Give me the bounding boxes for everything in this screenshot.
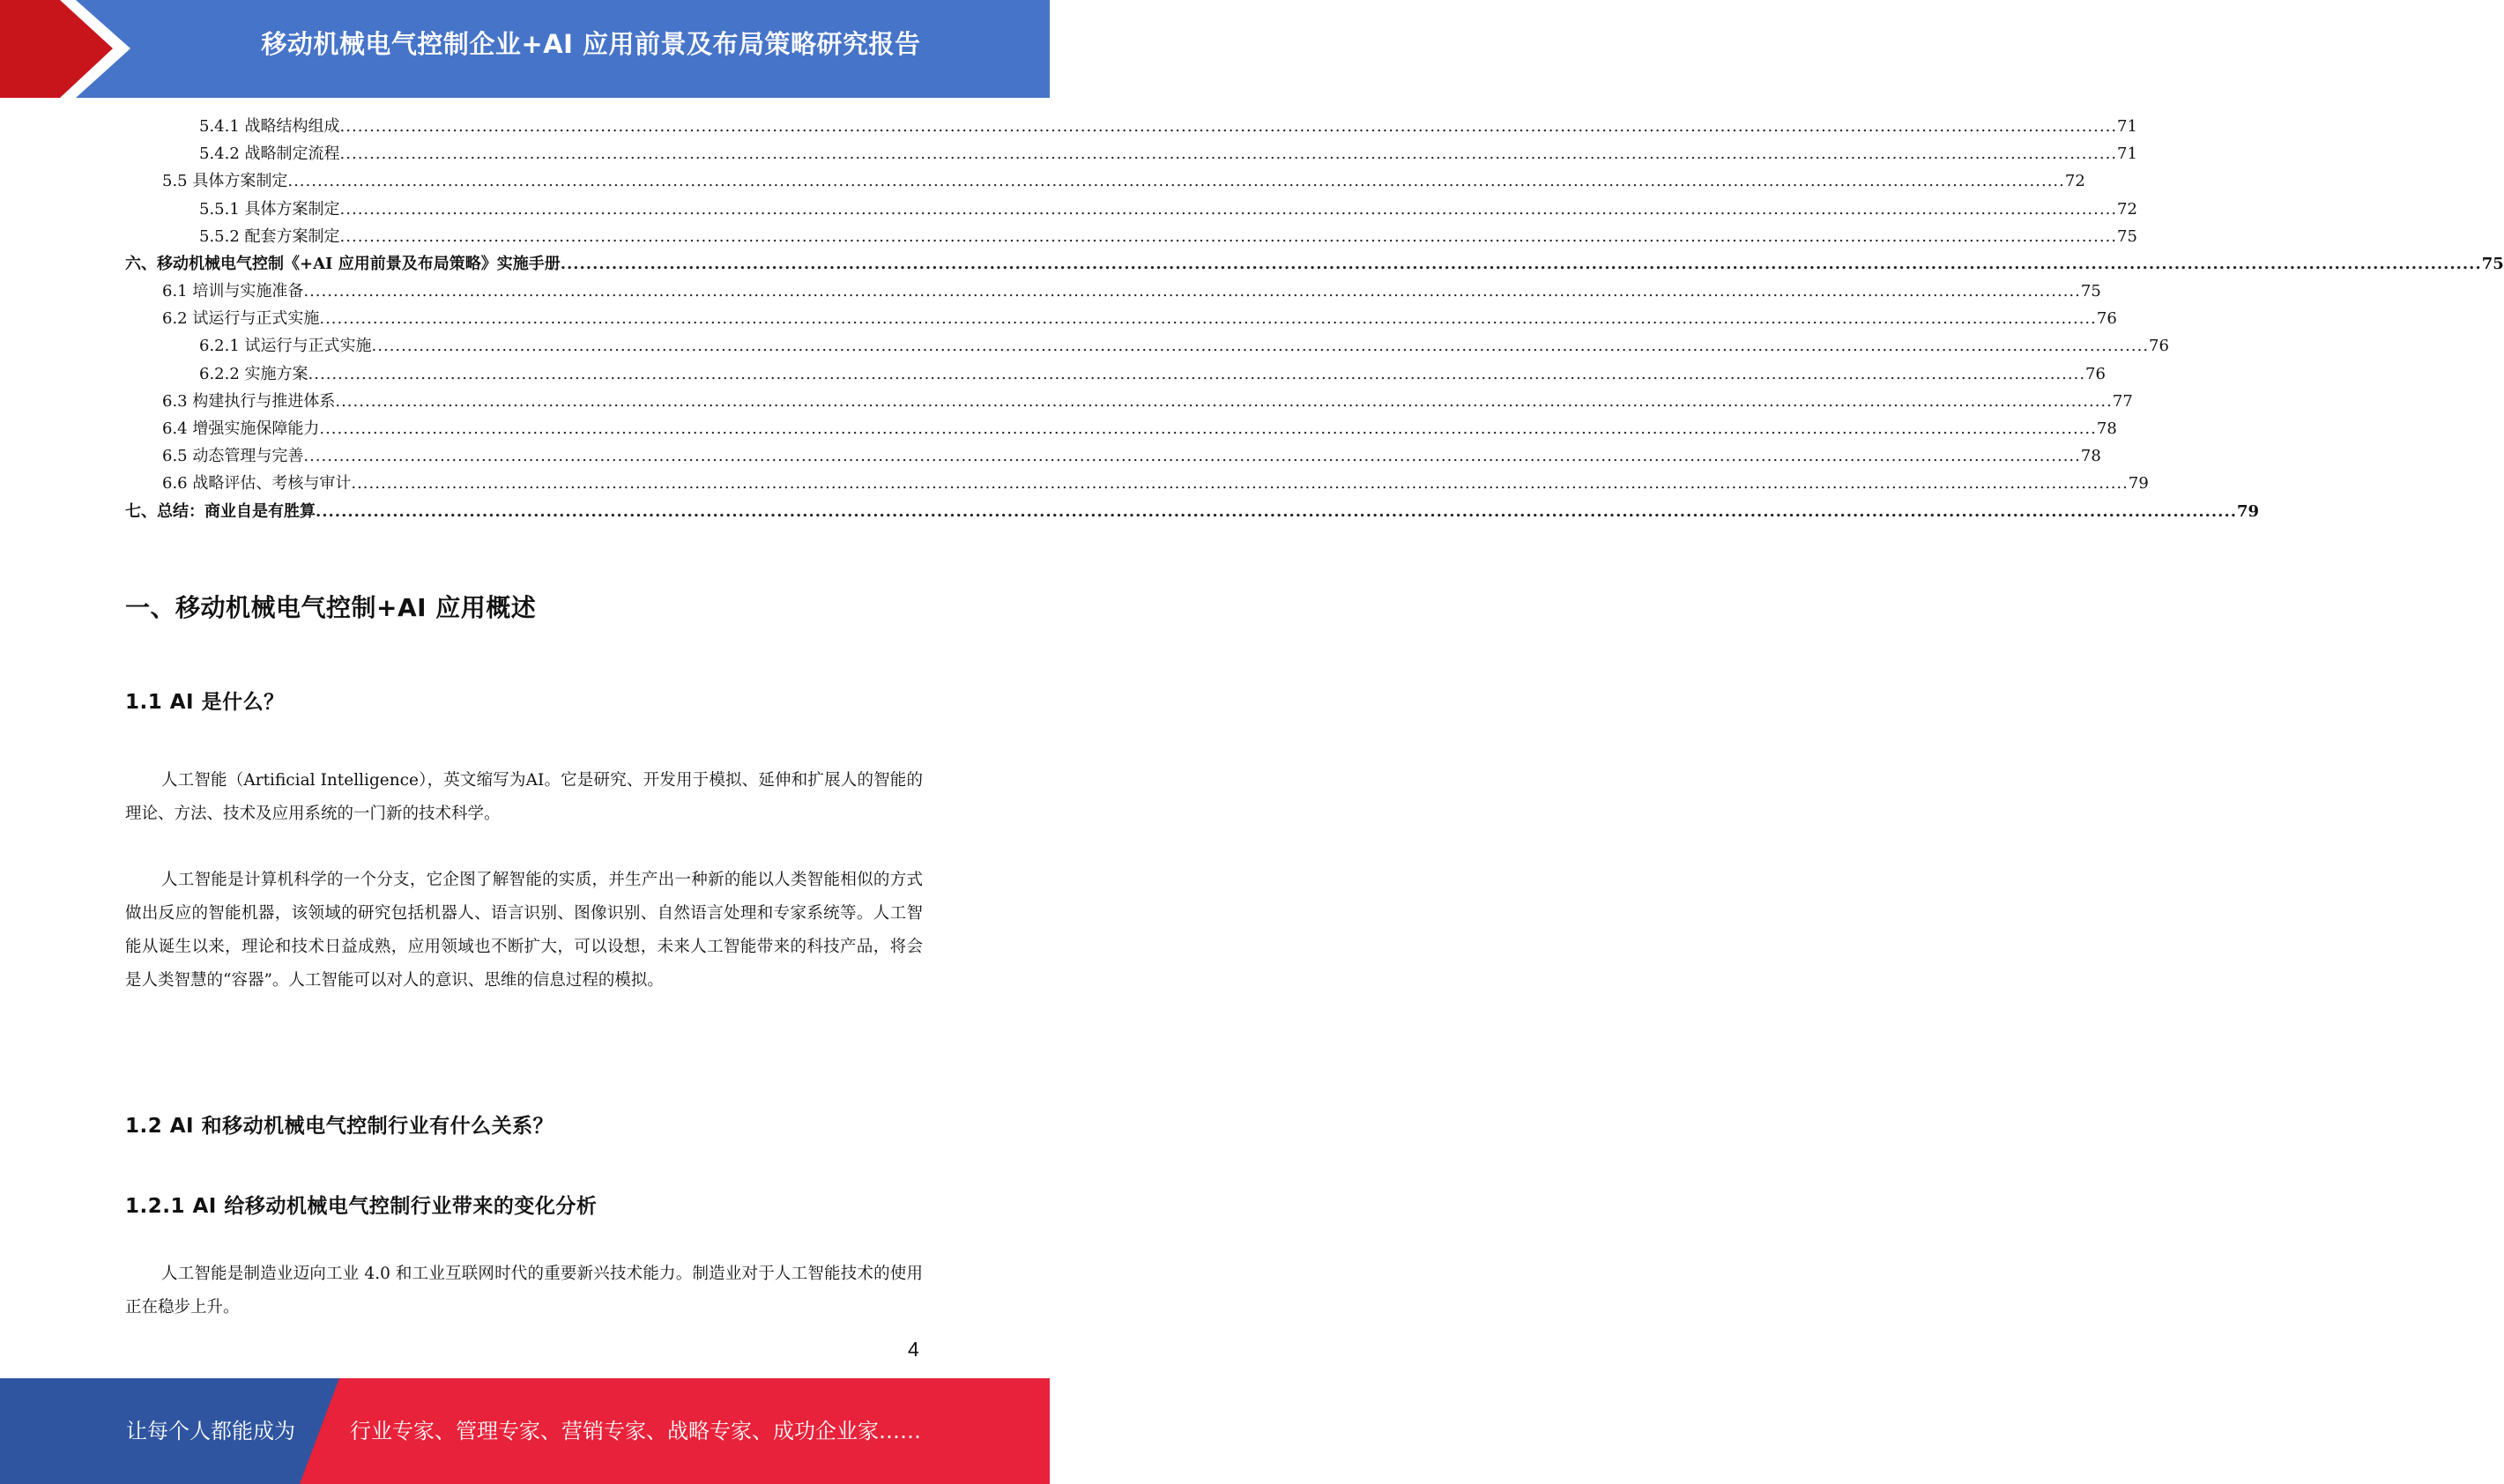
- toc-entry[interactable]: [125, 167, 2085, 195]
- toc-entry-page: 76: [2096, 309, 2117, 329]
- toc-entry-label: 6.4 增强实施保障能力: [162, 419, 320, 439]
- toc-entry-label: 七、总结：商业自是有胜算: [125, 501, 316, 521]
- page-number: 4: [908, 1338, 919, 1361]
- toc-dot-leader: ............................................................................................................................................................................................................................................................................................................: [303, 282, 2081, 301]
- toc-dot-leader: ............................................................................................................................................................................................................................................................................................................: [308, 364, 2086, 383]
- toc-entry-label: 6.1 培训与实施准备: [162, 282, 304, 301]
- paragraph-ai-branch: 人工智能是计算机科学的一个分支，它企图了解智能的实质，并生产出一种新的能以人类智能相似的方式做出反应的智能机器，该领域的研究包括机器人、语言识别、图像识别、自然语言处理和专家系统等。人工智能从诞生以来，理论和技术日益成熟，应用领域也不断扩大，可以设想，未来人工智能带来的科技产品，将会是人类智慧的“容器”。人工智能可以对人的意识、思维的信息过程的模拟。: [125, 871, 923, 990]
- toc-entry-page: 72: [2064, 172, 2085, 191]
- toc-entry-label: 六、移动机械电气控制《+AI 应用前景及布局策略》实施手册: [125, 254, 561, 273]
- paragraph-manufacturing-ai: 人工智能是制造业迈向工业 4.0 和工业互联网时代的重要新兴技术能力。制造业对于人工智能技术的使用正在稳步上升。: [125, 1265, 923, 1317]
- toc-dot-leader: ............................................................................................................................................................................................................................................................................................................: [316, 501, 2237, 521]
- toc-entry-label: 6.2 试运行与正式实施: [162, 309, 320, 329]
- toc-entry-page: 75: [2481, 254, 2504, 273]
- toc-dot-leader: ............................................................................................................................................................................................................................................................................................................: [339, 116, 2118, 136]
- toc-entry[interactable]: [125, 250, 2504, 278]
- paragraph-ai-definition: 人工智能（Artificial Intelligence），英文缩写为AI。它是研究、开发用于模拟、延伸和扩展人的智能的理论、方法、技术及应用系统的一门新的技术科学。: [125, 771, 923, 823]
- toc-entry-page: 75: [2080, 282, 2101, 301]
- toc-entry[interactable]: [125, 196, 2137, 223]
- toc-entry-page: 76: [2149, 337, 2169, 356]
- report-title: 移动机械电气控制企业+AI 应用前景及布局策略研究报告: [261, 29, 921, 59]
- footer-slogan-right: 行业专家、管理专家、营销专家、战略专家、成功企业家……: [350, 1419, 921, 1443]
- toc-entry-page: 78: [2096, 419, 2117, 439]
- footer-slogan-left: 让每个人都能成为: [126, 1419, 295, 1443]
- toc-entry[interactable]: [125, 113, 2137, 140]
- toc-entry-page: 75: [2117, 226, 2137, 246]
- toc-dot-leader: ............................................................................................................................................................................................................................................................................................................: [319, 419, 2097, 439]
- header-arrow-decoration: [0, 0, 132, 98]
- toc-entry-label: 5.4.1 战略结构组成: [199, 116, 340, 136]
- toc-dot-leader: ............................................................................................................................................................................................................................................................................................................: [560, 254, 2482, 273]
- toc-entry-page: 71: [2117, 145, 2137, 164]
- toc-entry[interactable]: [125, 388, 2133, 415]
- chapter-heading: 一、移动机械电气控制+AI 应用概述: [125, 593, 537, 622]
- toc-entry-page: 78: [2080, 447, 2101, 466]
- toc-dot-leader: ............................................................................................................................................................................................................................................................................................................: [335, 391, 2113, 411]
- toc-entry-page: 72: [2117, 199, 2137, 219]
- toc-dot-leader: ............................................................................................................................................................................................................................................................................................................: [339, 145, 2118, 164]
- toc-entry-label: 5.5.2 配套方案制定: [199, 226, 340, 246]
- toc-entry-page: 79: [2236, 501, 2260, 521]
- toc-entry-label: 5.5.1 具体方案制定: [199, 199, 340, 219]
- toc-entry-page: 71: [2117, 116, 2137, 136]
- toc-entry[interactable]: [125, 140, 2137, 167]
- toc-entry[interactable]: [125, 278, 2101, 305]
- toc-entry[interactable]: [125, 498, 2260, 525]
- toc-entry[interactable]: [125, 305, 2117, 332]
- toc-dot-leader: ............................................................................................................................................................................................................................................................................................................: [319, 309, 2097, 329]
- table-of-contents: [125, 113, 2504, 525]
- toc-entry-label: 6.6 战略评估、考核与审计: [162, 474, 352, 493]
- toc-entry-label: 5.5 具体方案制定: [162, 172, 288, 191]
- toc-entry-label: 6.2.1 试运行与正式实施: [199, 337, 372, 356]
- toc-dot-leader: ............................................................................................................................................................................................................................................................................................................: [339, 226, 2118, 246]
- toc-dot-leader: ............................................................................................................................................................................................................................................................................................................: [351, 474, 2129, 493]
- section-heading-1-2: 1.2 AI 和移动机械电气控制行业有什么关系？: [125, 1115, 554, 1138]
- toc-dot-leader: ............................................................................................................................................................................................................................................................................................................: [287, 172, 2065, 191]
- toc-entry-page: 77: [2112, 391, 2133, 411]
- toc-entry-page: 79: [2128, 474, 2149, 493]
- header-band: [0, 0, 1050, 98]
- toc-entry[interactable]: [125, 442, 2101, 470]
- toc-entry[interactable]: [125, 415, 2117, 442]
- toc-entry[interactable]: [125, 360, 2106, 388]
- toc-dot-leader: ............................................................................................................................................................................................................................................................................................................: [303, 447, 2081, 466]
- toc-entry[interactable]: [125, 470, 2149, 497]
- toc-entry-label: 6.5 动态管理与完善: [162, 447, 304, 466]
- toc-entry-label: 6.3 构建执行与推进体系: [162, 391, 336, 411]
- toc-entry[interactable]: [125, 223, 2137, 250]
- toc-entry-page: 76: [2085, 364, 2106, 383]
- section-heading-1-2-1: 1.2.1 AI 给移动机械电气控制行业带来的变化分析: [125, 1195, 598, 1218]
- toc-dot-leader: ............................................................................................................................................................................................................................................................................................................: [371, 337, 2150, 356]
- toc-entry[interactable]: [125, 333, 2169, 360]
- toc-entry-label: 6.2.2 实施方案: [199, 364, 308, 383]
- toc-dot-leader: ............................................................................................................................................................................................................................................................................................................: [339, 199, 2118, 219]
- toc-entry-label: 5.4.2 战略制定流程: [199, 145, 340, 164]
- section-heading-1-1: 1.1 AI 是什么？: [125, 691, 285, 714]
